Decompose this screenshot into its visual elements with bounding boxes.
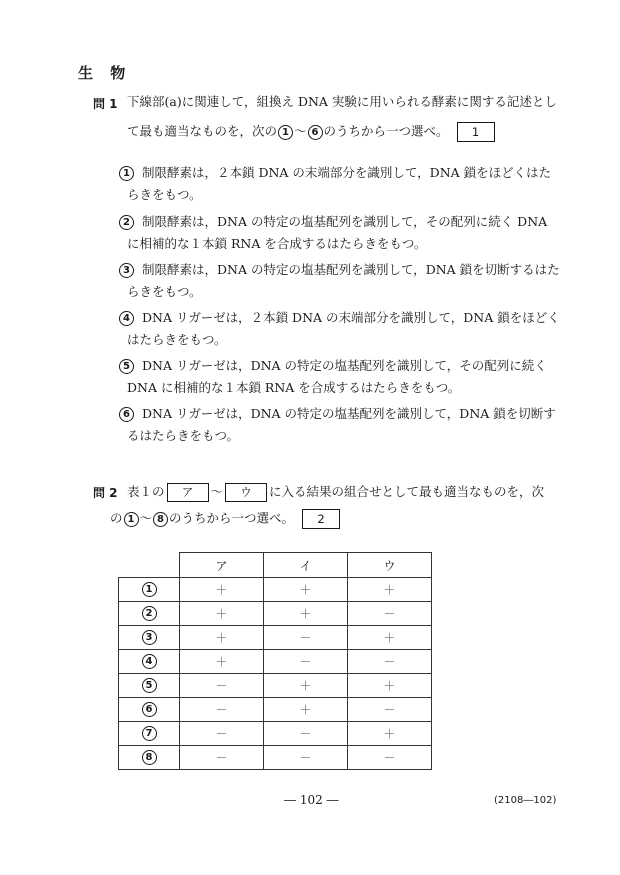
table-cell: ＋	[348, 578, 432, 602]
table-header-row	[119, 553, 432, 578]
option-number[interactable]: 1	[119, 166, 134, 181]
table-cell: ＋	[348, 674, 432, 698]
q2-text-d: のうちから一つ選べ。	[169, 510, 295, 526]
exam-code: (2108―102)	[494, 795, 557, 806]
q2-text-c: の	[110, 510, 123, 526]
table-cell: －	[180, 722, 264, 746]
subject-heading: 生 物	[78, 64, 132, 82]
option-text-line-1: DNA リガーゼは，DNA の特定の塩基配列を識別して，その配列に続く	[142, 358, 547, 373]
table-cell: －	[348, 698, 432, 722]
q1-text-a: 下線部	[127, 94, 165, 109]
option-text-line-2: に相補的な１本鎖 RNA を合成するはたらきをもつ。	[127, 236, 427, 251]
table-cell: －	[348, 650, 432, 674]
blank-box-u: ウ	[225, 483, 267, 502]
row-number-cell	[119, 722, 180, 746]
table-cell: ＋	[180, 578, 264, 602]
table-cell: －	[180, 674, 264, 698]
circled-number: 1	[124, 512, 139, 527]
option-text-line-2: DNA に相補的な１本鎖 RNA を合成するはたらきをもつ。	[127, 380, 461, 395]
q2-text-b: に入る結果の組合せとして最も適当なものを，次	[269, 484, 545, 499]
table-cell: ＋	[348, 626, 432, 650]
row-number-cell	[119, 674, 180, 698]
table-row	[119, 602, 432, 626]
page-number: ― 102 ―	[284, 793, 339, 807]
option-text-line-1: 制限酵素は，２本鎖 DNA の末端部分を識別して，DNA 鎖をほどくはた	[142, 165, 552, 180]
table-cell: ＋	[264, 698, 348, 722]
circled-number: 8	[153, 512, 168, 527]
table-cell: －	[348, 746, 432, 770]
option-text-line-1: DNA リガーゼは，DNA の特定の塩基配列を識別して，DNA 鎖を切断す	[142, 406, 556, 421]
answer-box-2[interactable]: 2	[302, 509, 340, 529]
table-cell: －	[180, 746, 264, 770]
row-number-cell	[119, 746, 180, 770]
question-2-line-2	[110, 509, 340, 529]
option-text-line-2: らきをもつ。	[127, 187, 202, 202]
table-row	[119, 578, 432, 602]
table-header-u: ウ	[348, 553, 432, 578]
row-number-cell	[119, 650, 180, 674]
range-separator: 〜	[210, 484, 224, 499]
q1-text-c: て最も適当なものを，次の	[127, 123, 278, 139]
option-text-line-2: るはたらきをもつ。	[127, 428, 240, 443]
option-number[interactable]: 5	[142, 678, 157, 693]
question-1-line-1	[127, 94, 557, 110]
table-row	[119, 626, 432, 650]
table-cell: ＋	[264, 674, 348, 698]
option-text-line-1: DNA リガーゼは，２本鎖 DNA の末端部分を識別して，DNA 鎖をほどく	[142, 310, 560, 325]
range-separator: 〜	[294, 123, 307, 139]
table-cell: ＋	[264, 602, 348, 626]
table-corner	[119, 553, 180, 578]
q1-text-d: のうちから一つ選べ。	[323, 123, 449, 139]
option-number[interactable]: 5	[119, 359, 134, 374]
underline-marker: (a)	[164, 94, 182, 109]
table-cell: －	[264, 746, 348, 770]
table-cell: －	[180, 698, 264, 722]
table-header-i: イ	[264, 553, 348, 578]
table-row	[119, 746, 432, 770]
table-cell: －	[348, 602, 432, 626]
table-row	[119, 650, 432, 674]
option-number[interactable]: 7	[142, 726, 157, 741]
table-cell: ＋	[180, 626, 264, 650]
row-number-cell	[119, 698, 180, 722]
option-text-line-2: らきをもつ。	[127, 284, 202, 299]
answer-box-1[interactable]: 1	[457, 122, 495, 142]
circled-number: 1	[278, 125, 293, 140]
table-cell: －	[264, 650, 348, 674]
table-cell: ＋	[264, 578, 348, 602]
option-number[interactable]: 3	[142, 630, 157, 645]
option-text-line-1: 制限酵素は，DNA の特定の塩基配列を識別して，DNA 鎖を切断するはた	[142, 262, 560, 277]
table-cell: －	[264, 626, 348, 650]
option-number[interactable]: 2	[119, 215, 134, 230]
row-number-cell	[119, 578, 180, 602]
range-separator: 〜	[139, 510, 153, 526]
results-table	[118, 552, 432, 770]
table-cell: ＋	[348, 722, 432, 746]
row-number-cell	[119, 626, 180, 650]
table-cell: ＋	[180, 650, 264, 674]
table-row	[119, 674, 432, 698]
q2-text-a: 表１の	[127, 484, 165, 499]
q1-text-b: に関連して，組換え DNA 実験に用いられる酵素に関する記述とし	[181, 94, 557, 109]
option-number[interactable]: 4	[142, 654, 157, 669]
circled-number: 6	[308, 125, 323, 140]
option-number[interactable]: 4	[119, 311, 134, 326]
question-2-label: 問 2	[93, 486, 118, 500]
option-number[interactable]: 2	[142, 606, 157, 621]
question-2-line-1	[127, 483, 544, 502]
table-cell: －	[264, 722, 348, 746]
row-number-cell	[119, 602, 180, 626]
question-1-line-2	[127, 122, 495, 142]
option-number[interactable]: 3	[119, 263, 134, 278]
option-number[interactable]: 1	[142, 582, 157, 597]
table-cell: ＋	[180, 602, 264, 626]
table-row	[119, 722, 432, 746]
table-row	[119, 698, 432, 722]
option-text-line-1: 制限酵素は，DNA の特定の塩基配列を識別して，その配列に続く DNA	[142, 214, 548, 229]
option-number[interactable]: 8	[142, 750, 157, 765]
question-1-label: 問 1	[93, 97, 118, 111]
table-header-a: ア	[180, 553, 264, 578]
option-text-line-2: はたらきをもつ。	[127, 332, 227, 347]
blank-box-a: ア	[167, 483, 209, 502]
option-number[interactable]: 6	[142, 702, 157, 717]
option-number[interactable]: 6	[119, 407, 134, 422]
